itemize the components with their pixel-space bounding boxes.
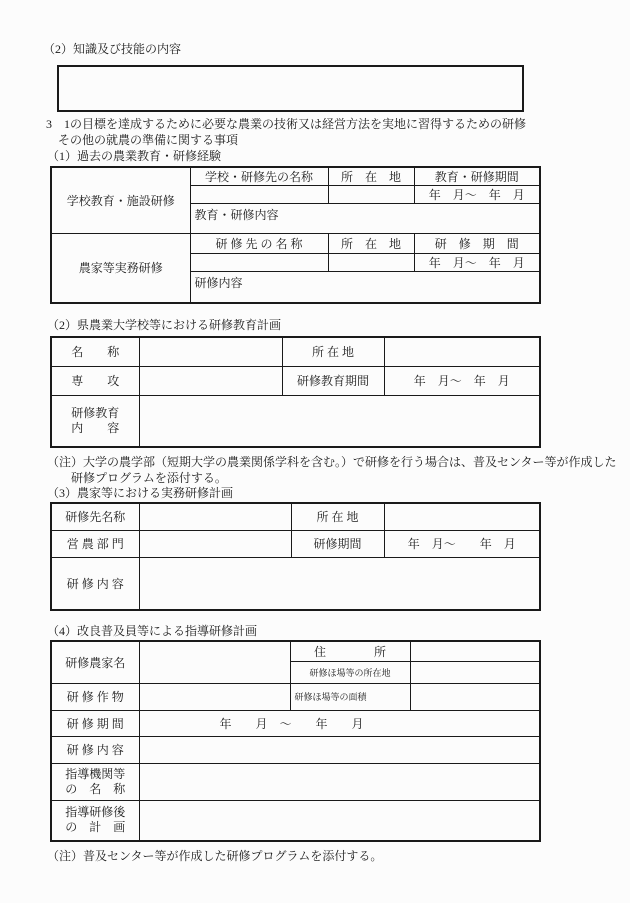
college-major-cell xyxy=(139,366,282,395)
advisor-plan-title: （4）改良普及員等による指導研修計画 xyxy=(47,624,258,638)
knowledge-skills-box xyxy=(57,65,524,112)
advisor-after-label-line1: 指導研修後 xyxy=(65,805,126,820)
advisor-address-label: 住 所 xyxy=(290,641,410,661)
knowledge-skills-label: （2）知識及び技能の内容 xyxy=(43,42,182,56)
college-location-cell xyxy=(384,337,540,366)
past-training-title: （1）過去の農業教育・研修経験 xyxy=(47,149,222,163)
college-name-label: 名 称 xyxy=(51,337,139,366)
farm-plan-period-label: 研修期間 xyxy=(291,530,384,557)
advisor-farm-name-cell xyxy=(139,641,290,683)
college-plan-table xyxy=(50,336,541,448)
advisor-plan-note: （注）普及センター等が作成した研修プログラムを添付する。 xyxy=(47,849,383,863)
advisor-period-cell: 年 月 ～ 年 月 xyxy=(139,710,540,736)
school-location-cell xyxy=(328,186,414,204)
farm-plan-sector-label: 営 農 部 門 xyxy=(51,530,139,557)
school-period-header: 教育・研修期間 xyxy=(414,167,540,186)
farm-name-cell xyxy=(190,254,328,272)
advisor-after-label-line2: の 計 画 xyxy=(65,820,126,835)
college-period-label: 研修教育期間 xyxy=(282,366,384,395)
advisor-content-label: 研 修 内 容 xyxy=(51,736,139,763)
advisor-farm-name-label: 研修農家名 xyxy=(51,641,139,683)
school-location-header: 所 在 地 xyxy=(328,167,414,186)
advisor-plan-table xyxy=(50,640,541,842)
college-name-cell xyxy=(139,337,282,366)
farm-plan-content-cell xyxy=(139,557,540,610)
college-period-cell: 年 月～ 年 月 xyxy=(384,366,540,395)
farm-row-label: 農家等実務研修 xyxy=(51,234,190,303)
farm-plan-period-cell: 年 月～ 年 月 xyxy=(384,530,540,557)
college-plan-title: （2）県農業大学校等における研修教育計画 xyxy=(47,318,282,332)
advisor-field-location-label: 研修ほ場等の所在地 xyxy=(290,661,410,683)
college-content-label-line1: 研修教育 xyxy=(71,405,120,420)
farm-plan-location-cell xyxy=(384,503,540,530)
farm-name-header: 研 修 先 の 名 称 xyxy=(190,234,328,254)
school-name-cell xyxy=(190,186,328,204)
advisor-after-label xyxy=(51,800,139,841)
advisor-org-cell xyxy=(139,763,540,800)
college-content-cell xyxy=(139,395,540,447)
advisor-field-area-label: 研修ほ場等の面積 xyxy=(290,683,410,710)
farm-location-header: 所 在 地 xyxy=(328,234,414,254)
advisor-crop-cell xyxy=(139,683,290,710)
college-content-label-line2: 内 容 xyxy=(71,420,120,435)
college-location-label: 所 在 地 xyxy=(282,337,384,366)
advisor-after-cell xyxy=(139,800,540,841)
advisor-org-label-line2: の 名 称 xyxy=(65,781,126,796)
farm-plan-name-cell xyxy=(139,503,291,530)
advisor-address-cell xyxy=(410,641,540,661)
farm-content-cell: 研修内容 xyxy=(190,272,540,303)
farm-plan-location-label: 所 在 地 xyxy=(291,503,384,530)
farm-plan-name-label: 研修先名称 xyxy=(51,503,139,530)
advisor-org-label-line1: 指導機関等 xyxy=(65,766,126,781)
advisor-field-area-cell xyxy=(410,683,540,710)
college-major-label: 専 攻 xyxy=(51,366,139,395)
college-content-label xyxy=(51,395,139,447)
advisor-org-label xyxy=(51,763,139,800)
school-row-label: 学校教育・施設研修 xyxy=(51,167,190,234)
farm-plan-table xyxy=(50,502,541,611)
section3-heading-line2: その他の就農の準備に関する事項 xyxy=(58,133,239,147)
section3-heading-line1: 3 1の目標を達成するために必要な農業の技術又は経営方法を実地に習得するための研修 xyxy=(46,117,527,131)
farm-plan-content-label: 研 修 内 容 xyxy=(51,557,139,610)
advisor-content-cell xyxy=(139,736,540,763)
school-period-cell: 年 月～ 年 月 xyxy=(414,186,540,204)
farm-period-header: 研 修 期 間 xyxy=(414,234,540,254)
school-content-cell: 教育・研修内容 xyxy=(190,204,540,234)
advisor-field-location-cell xyxy=(410,661,540,683)
farm-plan-title: （3）農家等における実務研修計画 xyxy=(47,486,234,500)
past-training-table xyxy=(50,166,541,304)
farm-location-cell xyxy=(328,254,414,272)
advisor-period-label: 研 修 期 間 xyxy=(51,710,139,736)
advisor-crop-label: 研 修 作 物 xyxy=(51,683,139,710)
school-name-header: 学校・研修先の名称 xyxy=(190,167,328,186)
college-plan-note-line1: （注）大学の農学部（短期大学の農業関係学科を含む。）で研修を行う場合は、普及センター等が作成した xyxy=(47,455,617,469)
college-plan-note-line2: 研修プログラムを添付する。 xyxy=(71,471,227,485)
farm-period-cell: 年 月～ 年 月 xyxy=(414,254,540,272)
farm-plan-sector-cell xyxy=(139,530,291,557)
